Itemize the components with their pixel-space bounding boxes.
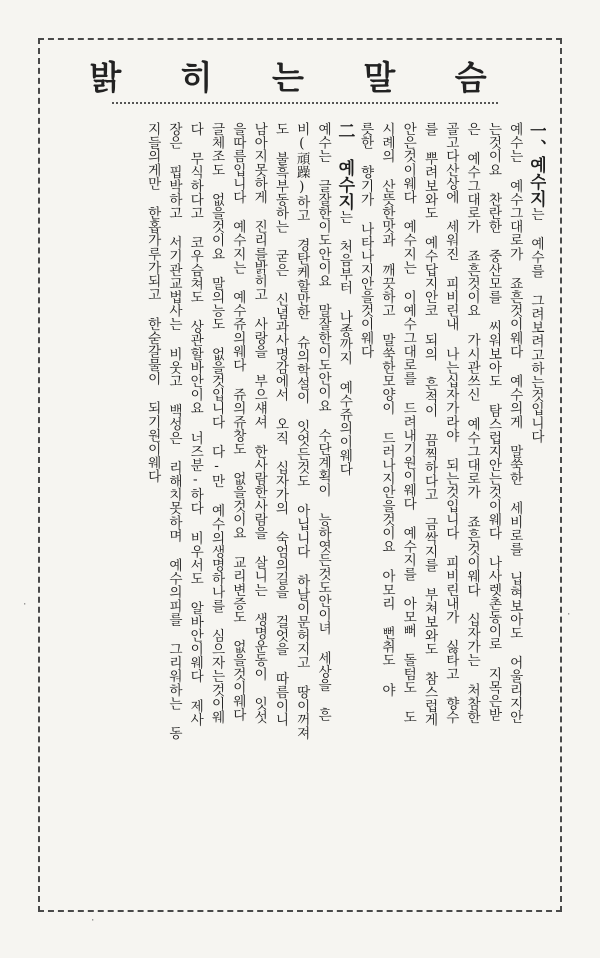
margin-mark: · xyxy=(22,600,28,610)
text-line: 남아지못하게 진리를밝히고 사랑을 부으섀셔 한사람한사람을 살니는 생명운동이 잇섯 xyxy=(251,122,268,724)
text-line: 는 예수를 그려보려고하는것입니다 xyxy=(528,207,544,443)
section-1-number: 一、 xyxy=(526,122,546,156)
section-1-title: 예수지 xyxy=(526,156,546,207)
margin-mark: · xyxy=(90,916,96,926)
text-line: 는것이요 찬란한 중산모를 씨워보아도 탐스럽지안는것이웨다 나사렛촌동이로 지목은받 xyxy=(485,122,502,722)
text-line: 장은 핍박하고 서기관교법사는 비웃고 백성은 리해치못하며 예수의피를 그리워하는 동 xyxy=(165,122,182,740)
section-1-heading xyxy=(525,122,546,894)
text-line: 를 뿌려보와도 예수답지안코 되의 흔적이 끔찍하다고 금싹지를 부쳐보와도 참스럽게 xyxy=(421,122,438,726)
section-2-title: 예수지 xyxy=(334,159,355,210)
text-line: 지들의게만 한홉가루가되고 한숟갈물이 되기원이웨다 xyxy=(144,122,161,483)
section-2-number: 二 xyxy=(334,122,355,139)
title-rule xyxy=(112,102,498,104)
text-line: 을따름입니다 예수지는 예수쥬의웨다 쥬의쥬창도 없을것이요 교리변증도 없을것이웨다 xyxy=(229,122,246,722)
vertical-text-body xyxy=(58,122,546,894)
margin-mark: · xyxy=(566,610,572,620)
page-title: 밝 히 는 말 슴 xyxy=(89,58,511,97)
text-line: 비(頑躁)하고 경탄케할만한 슈의학설이 잇엇든것도 아닙니다 하날이문허지고 땅이꺼져 xyxy=(293,122,310,740)
text-line: 도 불흑부동하는 굳은 신념과사명감에서 오직 십자가의 숙엄의길을 걸엇을 따름이니 xyxy=(272,122,289,726)
section-2-heading xyxy=(333,122,354,894)
text-line: 예수는 글잘한이도안이요 말잘한이도안이요 수단계획이 능하엿든것도안이녀 세상을 흔 xyxy=(315,122,332,722)
section-2-lead: 는 처음부터 나종까지 예수쥬의이웨다 xyxy=(336,210,353,476)
text-line: 예수는 예수그대로가 죠흔것이웨다 예수의게 말쑥한 세비로를 닙혀보아도 어울리지안 xyxy=(506,122,523,724)
text-line: 릇한 향기가 나타나지안을것이웨다 xyxy=(357,122,374,358)
text-line: 은 예수그대로가 죠흔것이요 가시관쓰신 예수그대로가 죠흔것이웨다 십자가는 처참한 xyxy=(464,122,481,724)
text-line: 다 무식하다고 코우슴쳐도 상관할바안이요 너즈분-하다 비우서도 알바안이웨다 제사 xyxy=(187,122,204,726)
text-line: 골고다산상에 세워진 피비린내 나는십자가라야 되는것입니다 피비린내가 싫타고 향수 xyxy=(442,122,459,724)
text-line: 글체조도 없을것이요 말의능도 없을것입니다 다-만 예수의생명하나를 심으자는것이웨 xyxy=(208,122,225,724)
text-line: 안은것이웨다 예수지는 이예수그대로를 드려내기원이웨다 예수지를 아모뻐 돌텀도 도 xyxy=(400,122,417,724)
text-line: 시례의 산뜻한맛과 깨끗하고 말쑥한모양이 드러나지안을것이요 아모리 뻔취도 야 xyxy=(378,122,395,697)
